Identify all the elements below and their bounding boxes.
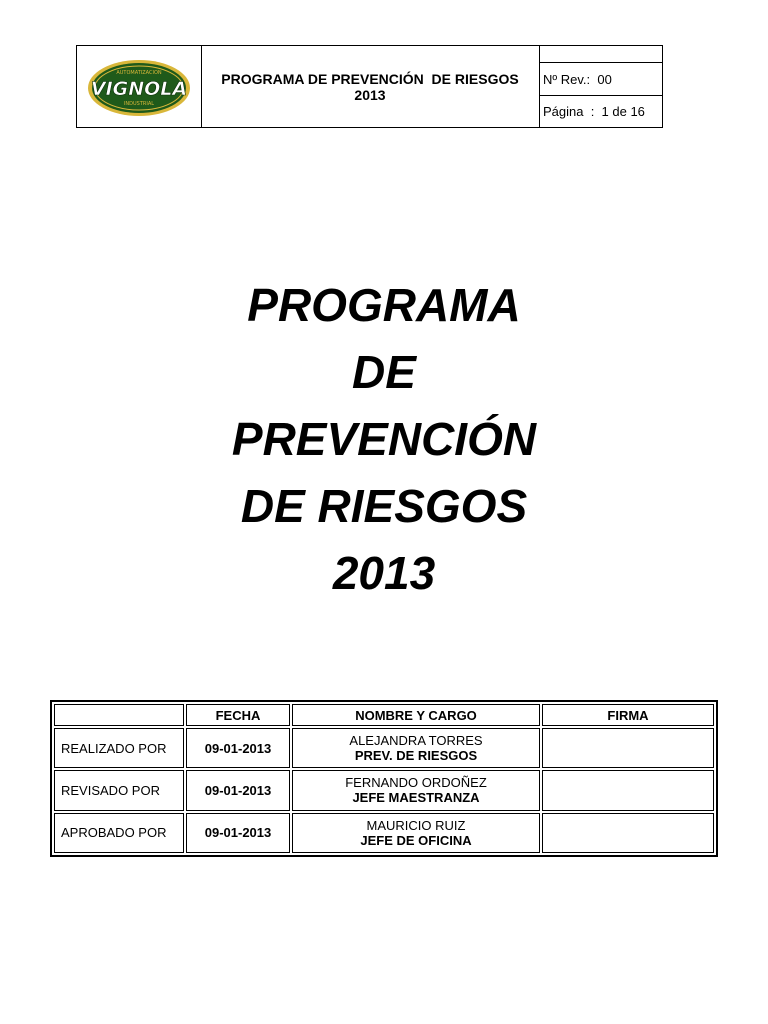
main-title-line: DE RIESGOS (240, 480, 528, 532)
main-title (0, 272, 768, 607)
vignola-logo (87, 59, 191, 117)
person-name: ALEJANDRA TORRES (349, 733, 483, 749)
role-cell: APROBADO POR (54, 813, 184, 853)
table-header-row (54, 704, 714, 726)
person-name: MAURICIO RUIZ (366, 817, 466, 833)
table-row (54, 728, 714, 768)
logo-bottom-text: INDUSTRIAL (123, 101, 155, 107)
name-cell (292, 770, 540, 810)
logo-cell (77, 46, 202, 127)
person-name: FERNANDO ORDOÑEZ (345, 775, 487, 791)
header-cell-fecha: FECHA (186, 704, 290, 726)
table-row (54, 813, 714, 853)
role-cell: REALIZADO POR (54, 728, 184, 768)
main-title-line: PROGRAMA (247, 279, 521, 331)
name-cell (292, 728, 540, 768)
date-cell: 09-01-2013 (186, 813, 290, 853)
approvals-table (50, 700, 718, 857)
date-cell: 09-01-2013 (186, 770, 290, 810)
main-title-line: 2013 (332, 547, 436, 599)
name-cell (292, 813, 540, 853)
signature-cell (542, 813, 714, 853)
header-title-line2: 2013 (354, 86, 386, 103)
date-cell: 09-01-2013 (186, 728, 290, 768)
person-position: PREV. DE RIESGOS (354, 748, 478, 764)
signature-cell (542, 770, 714, 810)
person-position: JEFE MAESTRANZA (352, 790, 480, 806)
revision-row (540, 63, 662, 96)
header-title-line1: PROGRAMA DE PREVENCIÓN DE RIESGOS (221, 70, 519, 87)
role-cell: REVISADO POR (54, 770, 184, 810)
table-row (54, 770, 714, 810)
person-position: JEFE DE OFICINA (360, 832, 472, 848)
main-title-line: DE (352, 346, 416, 398)
page-label: Página : 1 de 16 (543, 104, 645, 119)
page-row (540, 96, 662, 127)
logo-brand-text: VIGNOLA (90, 78, 188, 100)
header-title (201, 46, 540, 127)
header-meta (540, 46, 662, 127)
revision-label: Nº Rev.: 00 (543, 71, 612, 87)
header-cell-nombre: NOMBRE Y CARGO (292, 704, 540, 726)
header-cell-firma: FIRMA (542, 704, 714, 726)
signature-cell (542, 728, 714, 768)
main-title-line: PREVENCIÓN (231, 413, 537, 465)
logo-top-text: AUTOMATIZACION (116, 70, 162, 76)
document-header (76, 45, 663, 128)
header-cell-blank (54, 704, 184, 726)
meta-blank-row (540, 46, 662, 63)
